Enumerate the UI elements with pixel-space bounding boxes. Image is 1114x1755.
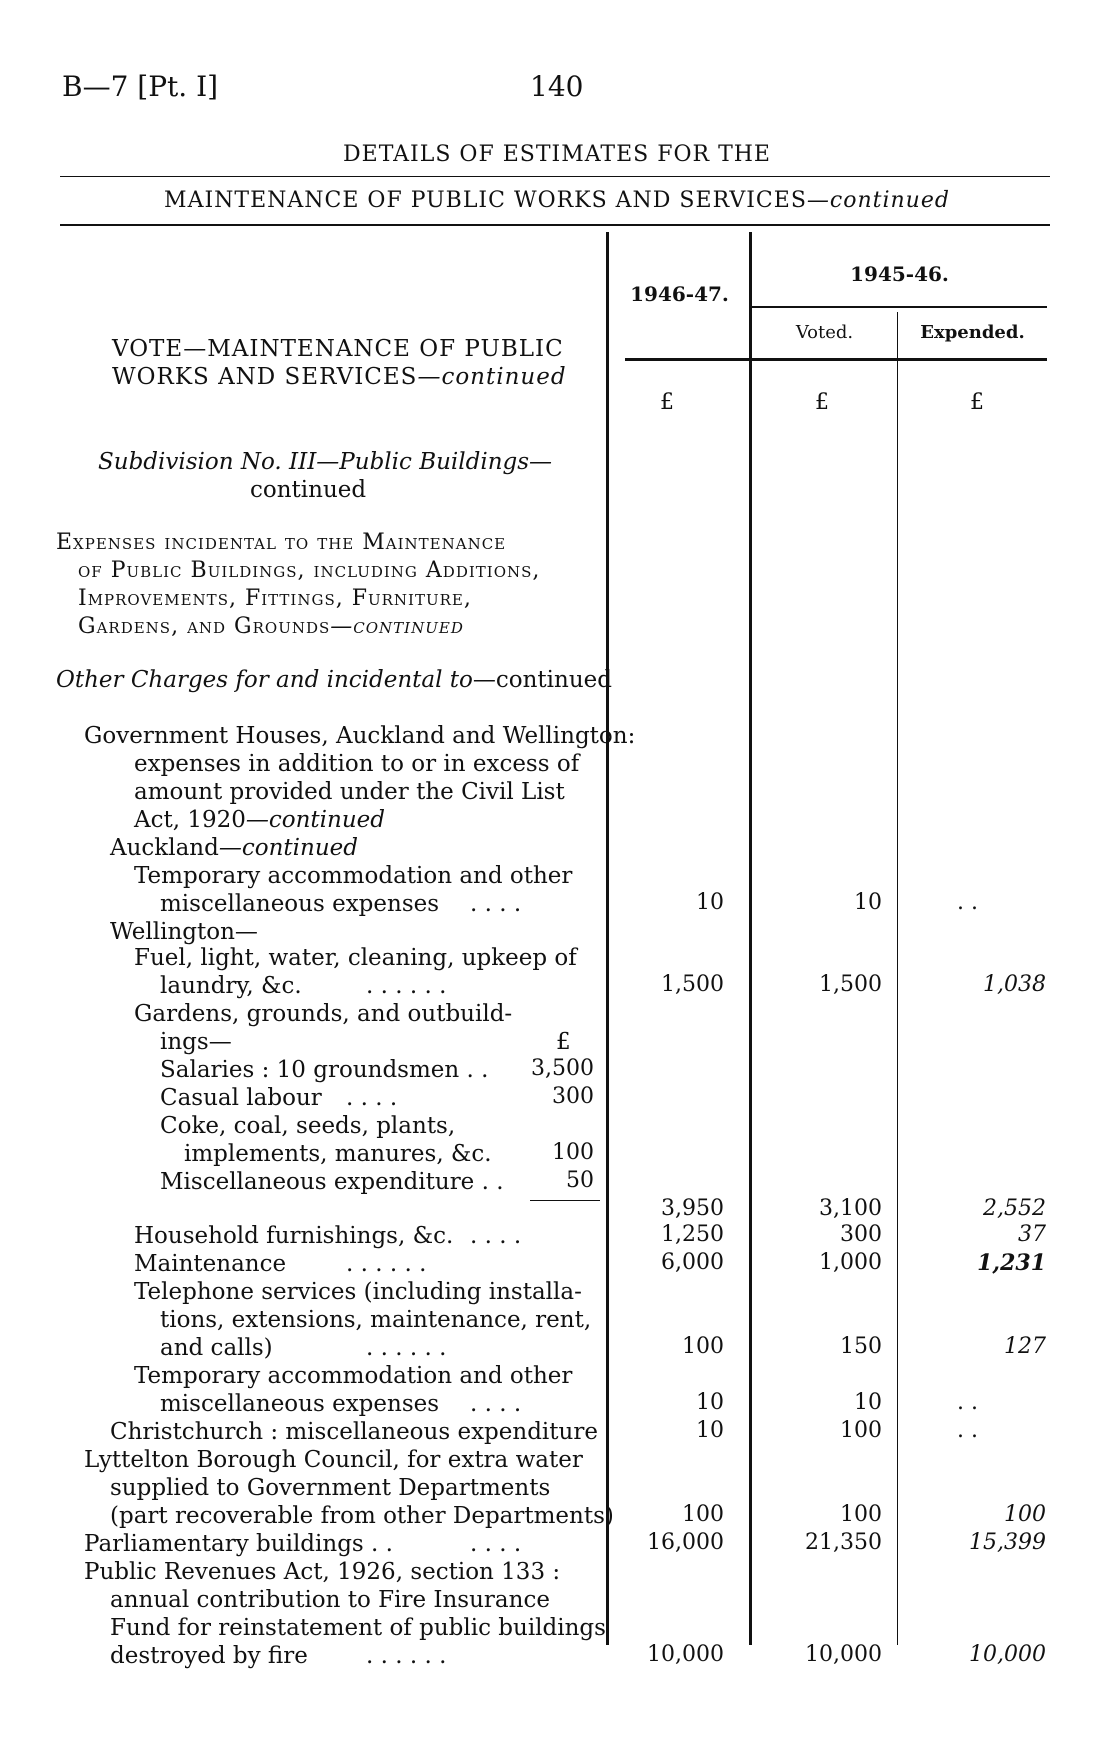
column-header-1945-46: 1945-46.: [850, 262, 949, 286]
gardens-line-2: ings—: [160, 1029, 232, 1055]
casual-dots: . . . .: [346, 1085, 398, 1111]
household-expended: 37: [1018, 1222, 1046, 1247]
gardens-line-1: Gardens, grounds, and outbuild-: [134, 1001, 513, 1027]
telephone-dots: . . . . . .: [366, 1335, 447, 1361]
currency-expended: £: [970, 390, 984, 415]
title-rule-bottom: [60, 224, 1050, 226]
public-revenues-dots: . . . . . .: [366, 1643, 447, 1669]
currency-voted: £: [815, 390, 829, 415]
title-line-2: MAINTENANCE OF PUBLIC WORKS AND SERVICES—continued: [164, 188, 950, 213]
salaries-amount: 3,500: [531, 1056, 594, 1081]
coke-line-1: Coke, coal, seeds, plants,: [160, 1113, 456, 1139]
parliamentary-current: 16,000: [647, 1530, 724, 1555]
household-label: Household furnishings, &c.: [134, 1223, 454, 1249]
fuel-line-2: laundry, &c.: [160, 973, 302, 999]
public-revenues-line-2: annual contribution to Fire Insurance: [110, 1587, 550, 1613]
parliamentary-dots: . . . .: [470, 1531, 522, 1557]
household-voted: 300: [840, 1222, 882, 1247]
gardens-pound: £: [556, 1029, 571, 1055]
gardens-subtotal-rule: [530, 1200, 600, 1201]
temp-accom-1-current: 10: [696, 890, 724, 915]
temp-accom-1-expended: . .: [957, 890, 978, 915]
temp-accom-2-voted: 10: [854, 1390, 882, 1415]
title-rule: [60, 176, 1050, 177]
auckland-heading: Auckland—continued: [110, 835, 358, 861]
maintenance-label: Maintenance: [134, 1251, 287, 1277]
temp-accom-1-line-1: Temporary accommodation and other: [134, 863, 573, 889]
lyttelton-voted: 100: [840, 1502, 882, 1527]
maintenance-dots: . . . . . .: [346, 1251, 427, 1277]
temp-accom-1-voted: 10: [854, 890, 882, 915]
subdivision-continued: continued: [250, 477, 367, 503]
gov-houses-line-2: expenses in addition to or in excess of: [134, 751, 580, 777]
other-charges-heading: Other Charges for and incidental to—continued: [56, 667, 612, 693]
household-dots: . . . .: [470, 1223, 522, 1249]
gov-houses-line-1: Government Houses, Auckland and Wellington:: [84, 723, 636, 749]
currency-1946-47: £: [660, 390, 674, 415]
household-current: 1,250: [661, 1222, 724, 1247]
maintenance-voted: 1,000: [819, 1250, 882, 1275]
misc-exp-label: Miscellaneous expenditure . .: [160, 1169, 504, 1195]
public-revenues-line-4: destroyed by fire: [110, 1643, 308, 1669]
temp-accom-2-line-1: Temporary accommodation and other: [134, 1363, 573, 1389]
page-number: 140: [530, 70, 584, 103]
telephone-line-2: tions, extensions, maintenance, rent,: [160, 1307, 592, 1333]
column-header-voted: Voted.: [795, 322, 854, 343]
public-revenues-voted: 10,000: [805, 1642, 882, 1667]
wellington-heading: Wellington—: [110, 919, 258, 945]
maintenance-expended: 1,231: [977, 1250, 1046, 1276]
christchurch-expended: . .: [957, 1418, 978, 1443]
gardens-total-current: 3,950: [661, 1196, 724, 1221]
public-revenues-line-1: Public Revenues Act, 1926, section 133 :: [84, 1559, 561, 1585]
page-reference: B—7 [Pt. I]: [62, 70, 219, 103]
salaries-label: Salaries : 10 groundsmen . .: [160, 1057, 489, 1083]
gardens-total-expended: 2,552: [983, 1196, 1046, 1221]
expenses-heading-line-4: Gardens, and Grounds—continued: [78, 614, 464, 639]
parliamentary-expended: 15,399: [969, 1530, 1046, 1555]
telephone-voted: 150: [840, 1334, 882, 1359]
vote-heading-line-2: WORKS AND SERVICES—continued: [112, 364, 567, 390]
fuel-voted: 1,500: [819, 972, 882, 997]
telephone-current: 100: [682, 1334, 724, 1359]
column-header-1946-47: 1946-47.: [630, 282, 729, 306]
telephone-expended: 127: [1004, 1334, 1046, 1359]
vote-heading-line-1: VOTE—MAINTENANCE OF PUBLIC: [112, 336, 564, 362]
temp-accom-2-line-2: miscellaneous expenses: [160, 1391, 440, 1417]
parliamentary-voted: 21,350: [805, 1530, 882, 1555]
christchurch-current: 10: [696, 1418, 724, 1443]
temp-accom-2-expended: . .: [957, 1390, 978, 1415]
christchurch-voted: 100: [840, 1418, 882, 1443]
misc-exp-amount: 50: [566, 1168, 594, 1193]
public-revenues-current: 10,000: [647, 1642, 724, 1667]
title-line-1: DETAILS OF ESTIMATES FOR THE: [343, 142, 771, 167]
telephone-line-1: Telephone services (including installa-: [134, 1279, 582, 1305]
gov-houses-line-3: amount provided under the Civil List: [134, 779, 565, 805]
casual-amount: 300: [552, 1084, 594, 1109]
lyttelton-expended: 100: [1004, 1502, 1046, 1527]
column-divider-main: [606, 232, 609, 1645]
public-revenues-expended: 10,000: [969, 1642, 1046, 1667]
coke-amount: 100: [552, 1140, 594, 1165]
year-header-rule: [751, 306, 1047, 308]
fuel-dots: . . . . . .: [366, 973, 447, 999]
lyttelton-line-3: (part recoverable from other Departments): [110, 1503, 614, 1529]
expenses-heading-line-3: Improvements, Fittings, Furniture,: [78, 586, 472, 611]
column-header-rule: [625, 358, 1047, 361]
fuel-expended: 1,038: [983, 972, 1046, 997]
gov-houses-line-4: Act, 1920—continued: [134, 807, 385, 833]
telephone-line-3: and calls): [160, 1335, 273, 1361]
maintenance-current: 6,000: [661, 1250, 724, 1275]
fuel-line-1: Fuel, light, water, cleaning, upkeep of: [134, 945, 577, 971]
gardens-total-voted: 3,100: [819, 1196, 882, 1221]
coke-line-2: implements, manures, &c.: [184, 1141, 492, 1167]
column-header-expended: Expended.: [920, 322, 1025, 343]
expenses-heading-line-2: of Public Buildings, including Additions,: [78, 558, 541, 583]
subdivision-heading: Subdivision No. III—Public Buildings—: [98, 449, 553, 475]
lyttelton-line-1: Lyttelton Borough Council, for extra water: [84, 1447, 583, 1473]
temp-accom-2-dots: . . . .: [470, 1391, 522, 1417]
lyttelton-line-2: supplied to Government Departments: [110, 1475, 551, 1501]
parliamentary-label: Parliamentary buildings . .: [84, 1531, 393, 1557]
christchurch-label: Christchurch : miscellaneous expenditure: [110, 1419, 598, 1445]
temp-accom-2-current: 10: [696, 1390, 724, 1415]
temp-accom-1-dots: . . . .: [470, 891, 522, 917]
temp-accom-1-line-2: miscellaneous expenses: [160, 891, 440, 917]
fuel-current: 1,500: [661, 972, 724, 997]
casual-label: Casual labour: [160, 1085, 322, 1111]
expenses-heading-line-1: Expenses incidental to the Maintenance: [56, 530, 507, 555]
lyttelton-current: 100: [682, 1502, 724, 1527]
public-revenues-line-3: Fund for reinstatement of public buildings: [110, 1615, 606, 1641]
